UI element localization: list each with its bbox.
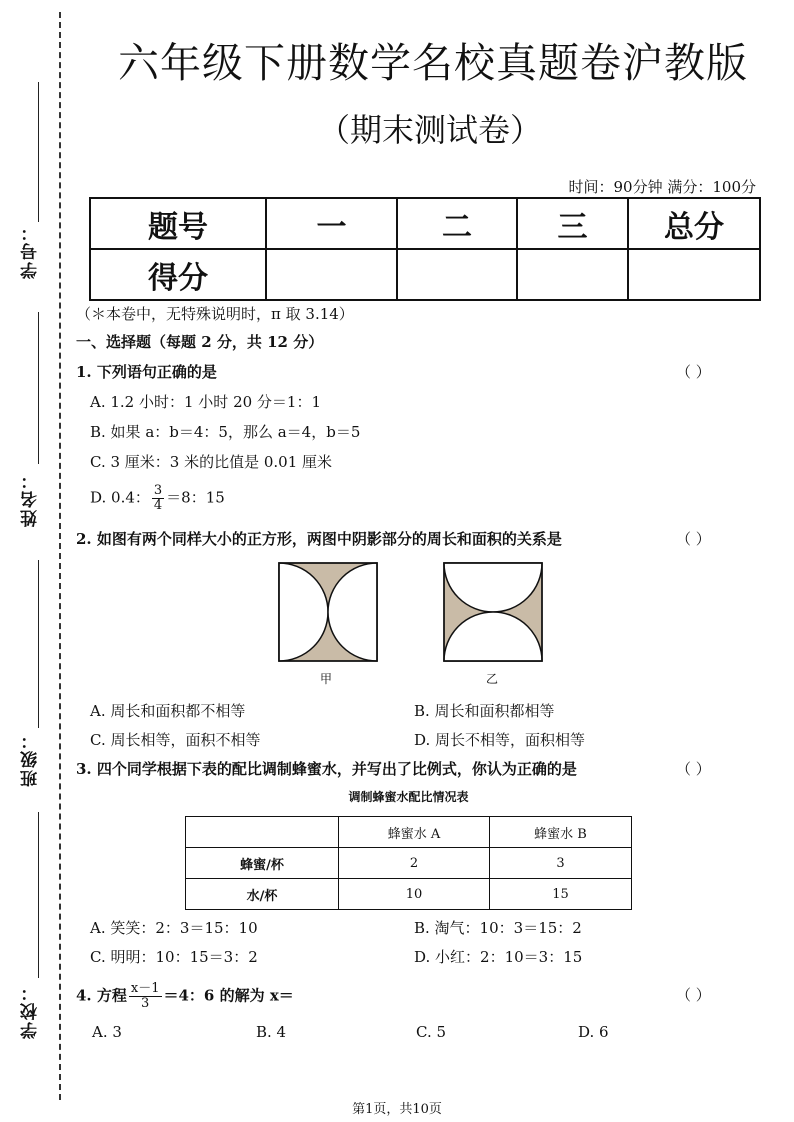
q2-stem: 2. 如图有两个同样大小的正方形，两图中阴影部分的周长和面积的关系是	[76, 530, 562, 548]
name-label: 姓名：	[21, 470, 41, 527]
q3-option-b: B. 淘气：10：3＝15：2	[414, 919, 582, 937]
figure-yi	[443, 562, 543, 662]
q4-numerator: x－1	[130, 981, 160, 996]
figure-jia	[278, 562, 378, 662]
q1-d-suffix: ＝8：15	[166, 488, 225, 507]
honey-header-cell: 蜂蜜水 B	[490, 817, 632, 848]
honey-cell: 15	[490, 879, 632, 910]
q3-answer-paren[interactable]: （ ）	[676, 760, 711, 778]
q4-option-c: C. 5	[416, 1023, 447, 1041]
q3-option-d: D. 小红：2：10＝3：15	[414, 948, 583, 966]
score-table-header-row	[90, 198, 760, 249]
q4-stem	[76, 982, 294, 1011]
honey-table	[185, 816, 632, 910]
binding-dashed-line	[59, 12, 61, 1100]
score-cell: 一	[266, 198, 397, 249]
score-table-score-row	[90, 249, 760, 300]
q1-option-c: C. 3 厘米：3 米的比值是 0.01 厘米	[90, 453, 333, 471]
q4-option-d: D. 6	[578, 1023, 609, 1041]
score-table	[89, 197, 761, 301]
q1-option-a: A. 1.2 小时：1 小时 20 分＝1：1	[90, 393, 322, 411]
honey-table-row	[186, 848, 632, 879]
q1-d-fraction	[152, 484, 164, 513]
q2-option-d: D. 周长不相等，面积相等	[414, 731, 586, 749]
section1-title: 一、选择题（每题 2 分，共 12 分）	[76, 333, 324, 351]
page-title: 六年级下册数学名校真题卷沪教版	[118, 39, 748, 87]
q1-answer-paren[interactable]: （ ）	[676, 363, 711, 381]
q4-option-a: A. 3	[92, 1023, 122, 1041]
student-no-label: 学号：	[21, 222, 41, 279]
class-label: 班级：	[21, 730, 41, 787]
score-cell: 题号	[90, 198, 266, 249]
q4-denominator: 3	[141, 996, 150, 1011]
class-line	[38, 560, 39, 728]
score-input-cell[interactable]	[517, 249, 628, 300]
q4-stem-prefix: 4. 方程	[76, 986, 127, 1005]
q1-d-denominator: 4	[153, 498, 163, 513]
q4-answer-paren[interactable]: （ ）	[676, 986, 711, 1004]
q2-option-b: B. 周长和面积都相等	[414, 702, 555, 720]
score-cell: 二	[397, 198, 517, 249]
name-line	[38, 312, 39, 464]
q1-d-prefix: D. 0.4：	[90, 488, 150, 507]
q4-option-b: B. 4	[256, 1023, 287, 1041]
q1-stem: 1. 下列语句正确的是	[76, 363, 217, 381]
honey-cell: 2	[339, 848, 490, 879]
score-cell: 三	[517, 198, 628, 249]
honey-table-header-row	[186, 817, 632, 848]
time-info: 时间：90分钟 满分：100分	[568, 178, 756, 196]
score-input-cell[interactable]	[628, 249, 760, 300]
score-input-cell[interactable]	[266, 249, 397, 300]
q3-option-a: A. 笑笑：2：3＝15：10	[90, 919, 258, 937]
q2-answer-paren[interactable]: （ ）	[676, 530, 711, 548]
page-footer: 第1页，共10页	[352, 1102, 442, 1117]
q3-table-title: 调制蜂蜜水配比情况表	[348, 790, 469, 804]
pi-note: （＊本卷中，无特殊说明时，π 取 3.14）	[76, 305, 354, 323]
q4-fraction	[129, 982, 162, 1011]
q2-option-c: C. 周长相等，面积不相等	[90, 731, 261, 749]
honey-row-label: 水/杯	[186, 879, 339, 910]
honey-cell: 3	[490, 848, 632, 879]
honey-table-row	[186, 879, 632, 910]
figure-yi-label: 乙	[486, 672, 499, 686]
q2-option-a: A. 周长和面积都不相等	[90, 702, 246, 720]
q1-option-b: B. 如果 a：b＝4：5，那么 a＝4，b＝5	[90, 423, 361, 441]
q4-stem-suffix: ＝4：6 的解为 x＝	[163, 986, 294, 1005]
school-label: 学校：	[21, 982, 41, 1039]
school-line	[38, 812, 39, 978]
q1-option-d	[90, 484, 225, 513]
q3-stem: 3. 四个同学根据下表的配比调制蜂蜜水，并写出了比例式，你认为正确的是	[76, 760, 577, 778]
honey-header-cell: 蜂蜜水 A	[339, 817, 490, 848]
page-subtitle: （期末测试卷）	[317, 111, 542, 149]
score-input-cell[interactable]	[397, 249, 517, 300]
honey-row-label: 蜂蜜/杯	[186, 848, 339, 879]
honey-header-cell	[186, 817, 339, 848]
q1-d-numerator: 3	[153, 483, 163, 498]
q3-option-c: C. 明明：10：15＝3：2	[90, 948, 258, 966]
score-cell: 总分	[628, 198, 760, 249]
figure-jia-label: 甲	[320, 672, 333, 686]
honey-cell: 10	[339, 879, 490, 910]
student-no-line	[38, 82, 39, 222]
score-cell: 得分	[90, 249, 266, 300]
